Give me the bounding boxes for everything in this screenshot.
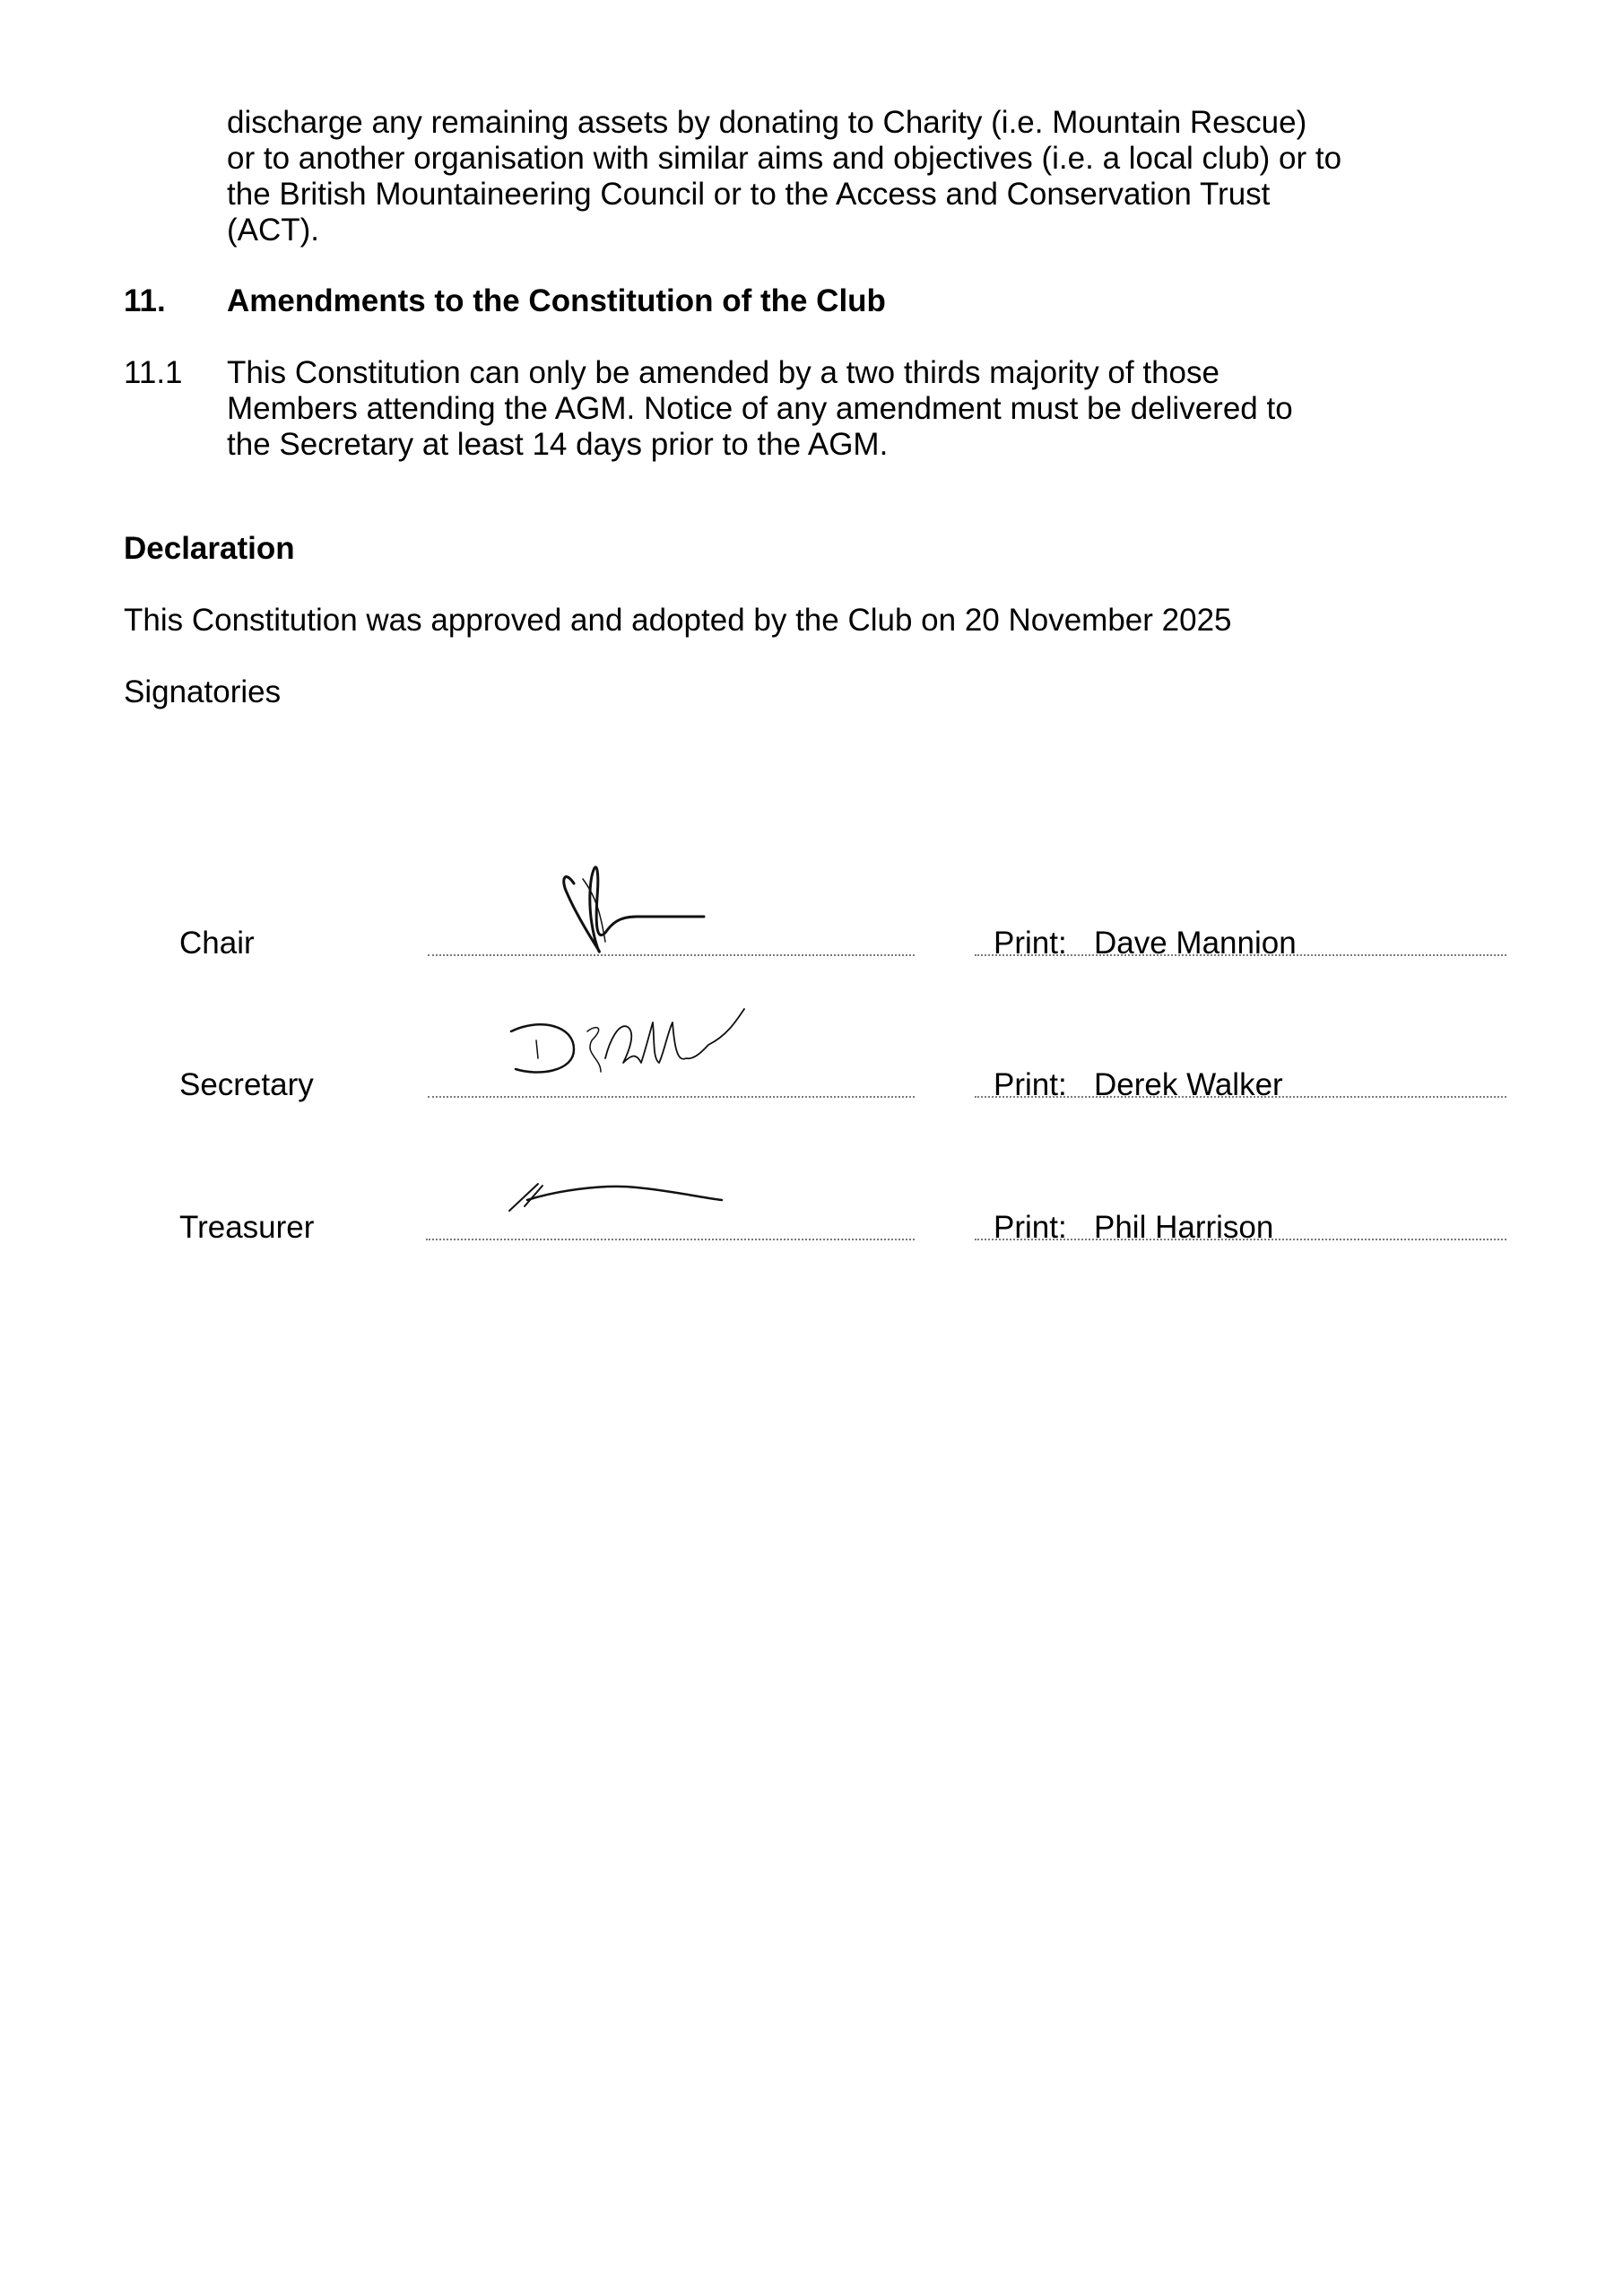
- signature-line: [428, 1096, 915, 1098]
- signatories-label: Signatories: [124, 674, 282, 709]
- signature-line: [428, 954, 915, 956]
- print-name-line: [975, 1239, 1506, 1240]
- clause-line: This Constitution can only be amended by a two thirds majority of those: [227, 355, 1219, 390]
- clause-number: 11.1: [124, 355, 183, 390]
- printed-name: Phil Harrison: [1094, 1210, 1274, 1245]
- handwritten-signature-icon: [502, 1175, 735, 1220]
- paragraph-line: (ACT).: [227, 213, 320, 248]
- signatory-role: Treasurer: [179, 1210, 315, 1245]
- paragraph-line: the British Mountaineering Council or to the Access and Conservation Trust: [227, 177, 1271, 212]
- clause-line: the Secretary at least 14 days prior to the AGM.: [227, 427, 889, 462]
- print-name-line: [975, 954, 1506, 956]
- declaration-statement: This Constitution was approved and adopted by the Club on 20 November 2025: [124, 603, 1232, 638]
- print-name-line: [975, 1096, 1506, 1098]
- printed-name: Derek Walker: [1094, 1067, 1283, 1102]
- section-title: Amendments to the Constitution of the Club: [227, 283, 886, 318]
- handwritten-signature-icon: [556, 861, 753, 960]
- paragraph-line: discharge any remaining assets by donating to Charity (i.e. Mountain Rescue): [227, 105, 1307, 140]
- signatory-role: Chair: [179, 926, 255, 961]
- handwritten-signature-icon: [502, 1004, 843, 1094]
- print-label: Print:: [994, 926, 1067, 961]
- clause-line: Members attending the AGM. Notice of any amendment must be delivered to: [227, 391, 1293, 426]
- printed-name: Dave Mannion: [1094, 926, 1297, 961]
- print-label: Print:: [994, 1210, 1067, 1245]
- declaration-heading: Declaration: [124, 531, 295, 566]
- print-label: Print:: [994, 1067, 1067, 1102]
- signature-line: [426, 1239, 915, 1240]
- section-number: 11.: [124, 283, 166, 318]
- paragraph-line: or to another organisation with similar aims and objectives (i.e. a local club) or to: [227, 141, 1342, 176]
- signatory-role: Secretary: [179, 1067, 314, 1102]
